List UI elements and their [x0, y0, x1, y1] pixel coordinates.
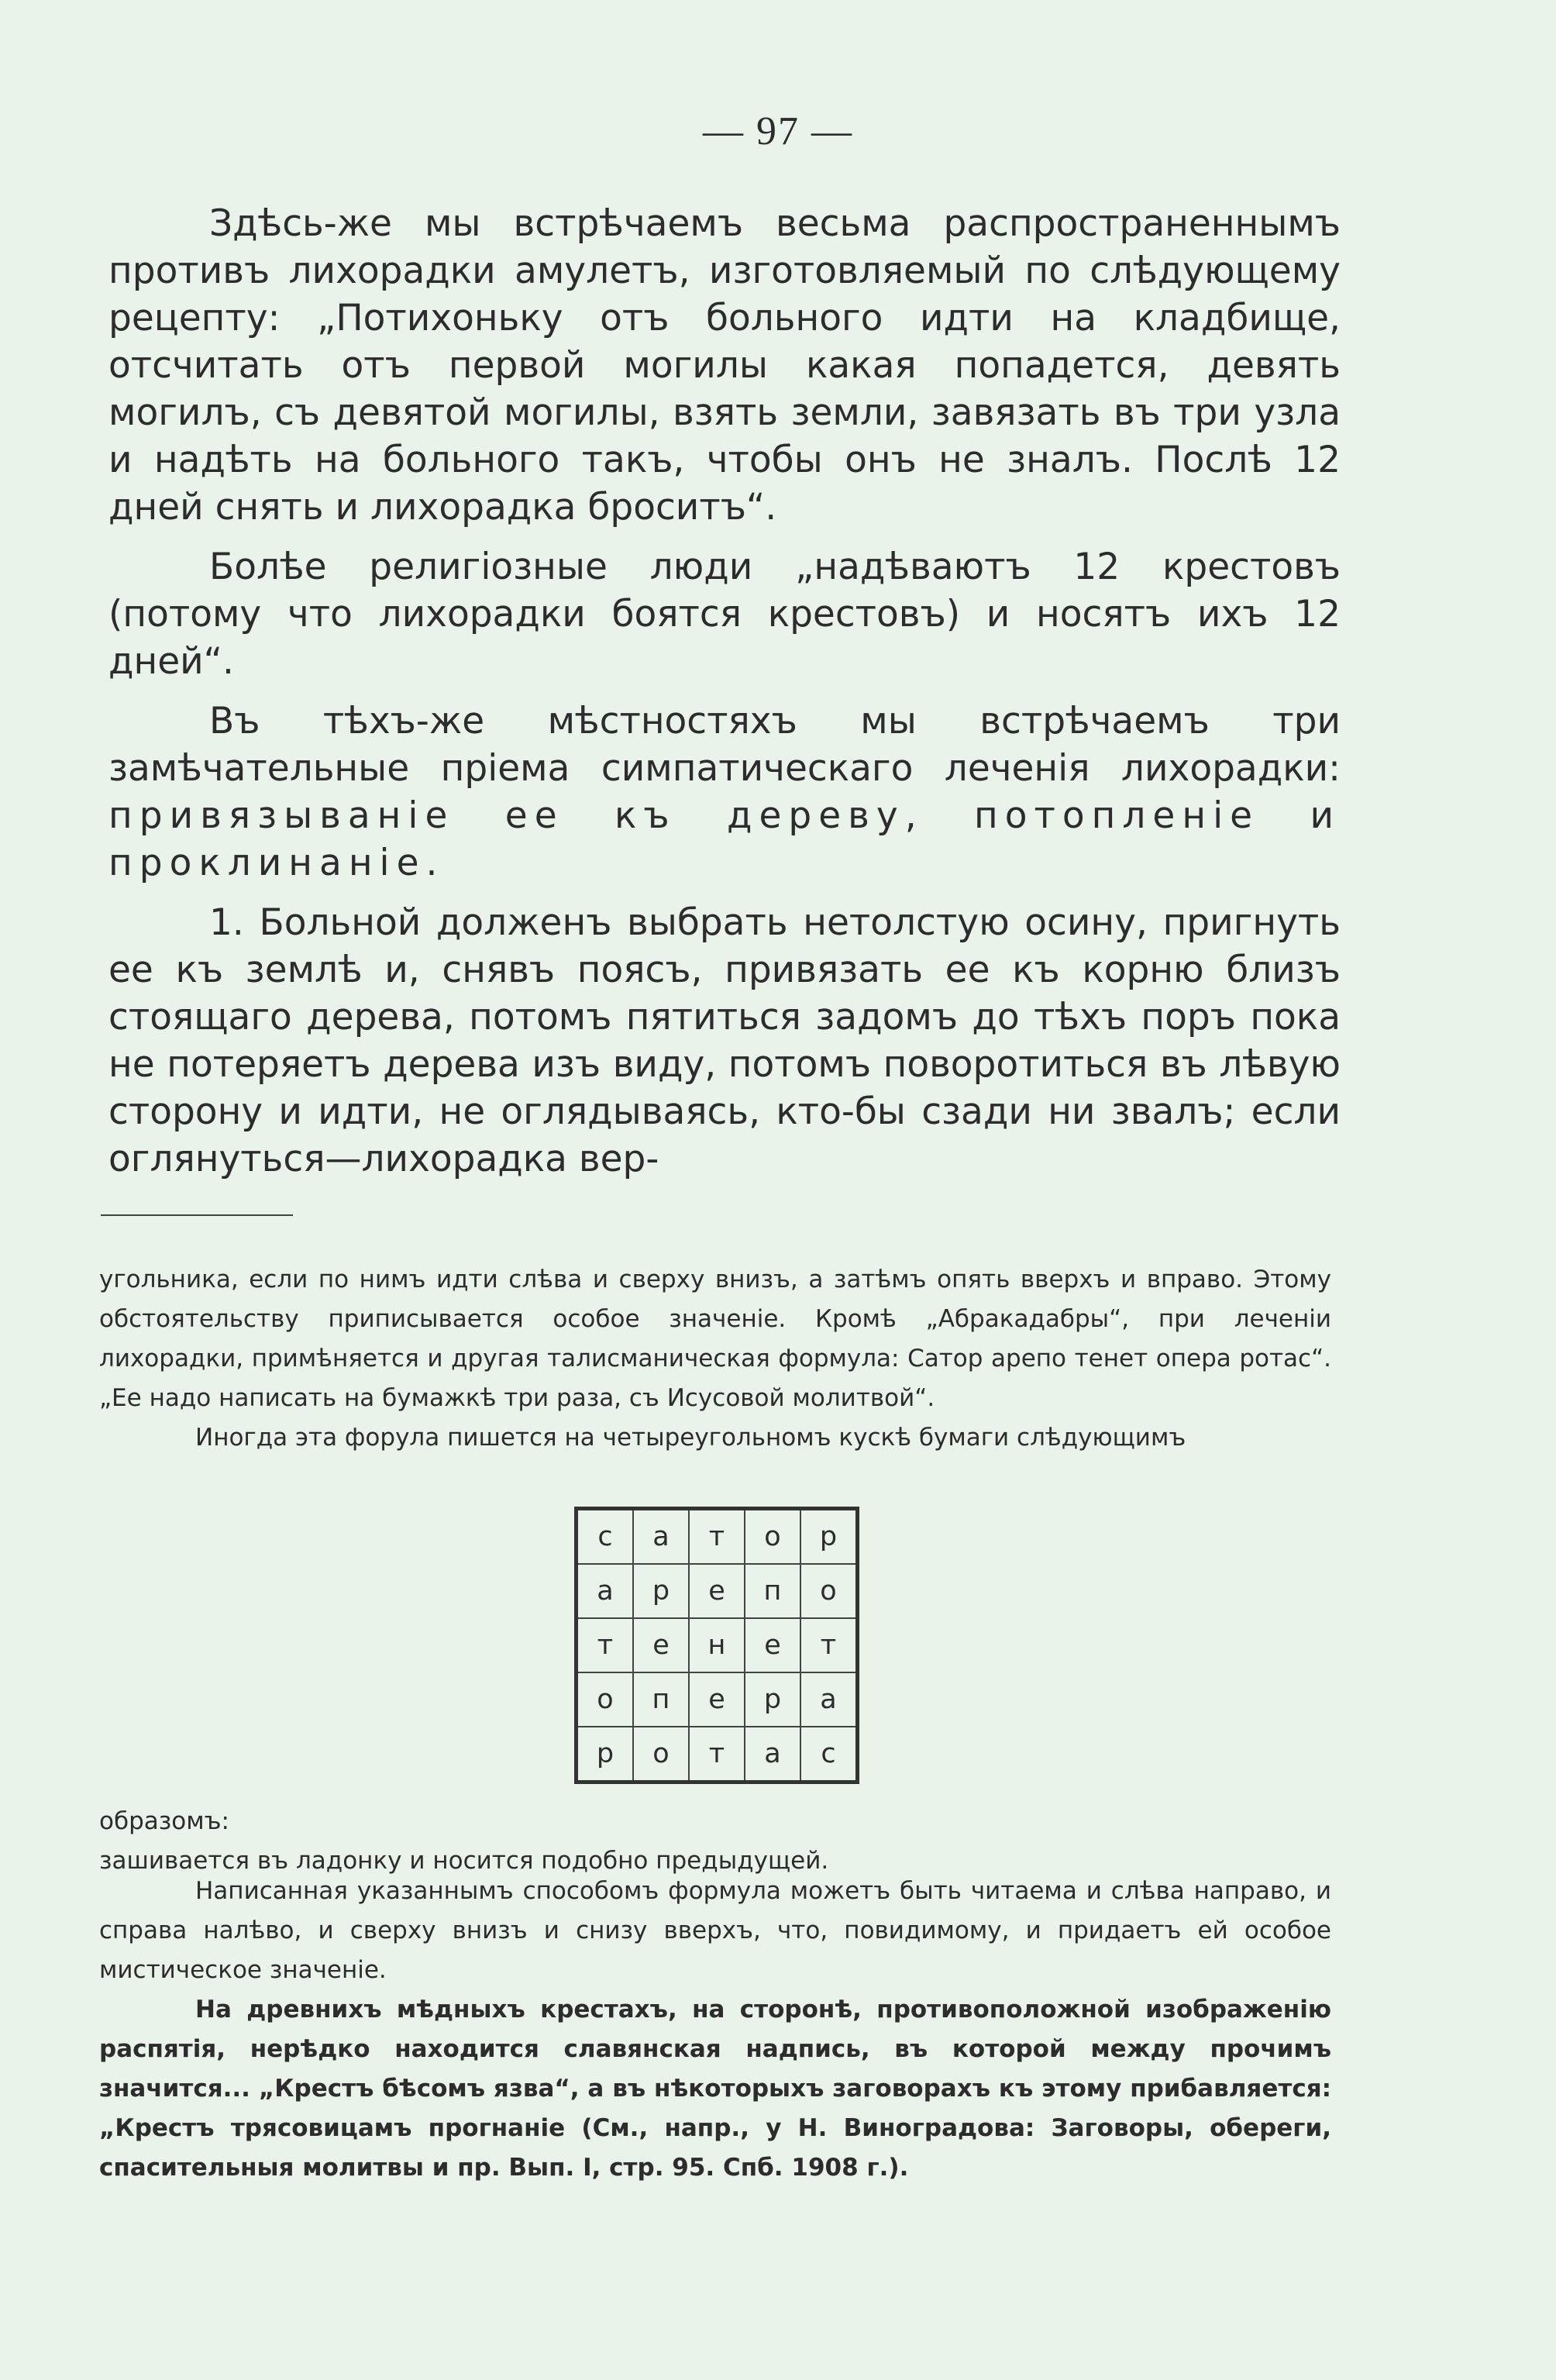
footnote-block-middle [99, 1802, 1331, 1881]
sator-cell: п [633, 1672, 689, 1727]
footnote-separator [101, 1214, 293, 1216]
paragraph-crosses: Болѣе религiозные люди „надѣваютъ 12 крестовъ (потому что лихорадки боятся крестовъ) и носятъ ихъ 12 дней“. [108, 546, 1341, 683]
paragraph-three-methods-spaced: привязыванiе ее къ дереву, потопленiе и проклинанiе. [108, 794, 1341, 884]
footnote-formula-intro: Иногда эта форула пишется на четыреугольномъ кускѣ бумаги слѣдующимъ [195, 1424, 1186, 1452]
sator-cell: а [633, 1509, 689, 1565]
paragraph-amulet: Здѣсь-же мы встрѣчаемъ весьма распространеннымъ противъ лихорадки амулетъ, изготовляемый по слѣдующему рецепту: „Потихоньку отъ больного идти на кладбище, отсчитать отъ первой могилы какая попадется, девять могилъ, съ девятой могилы, взять земли, завязать въ три узла и надѣть на больного такъ, чтобы онъ не зналъ. Послѣ 12 дней снять и лихорадка броситъ“. [108, 202, 1341, 529]
sator-square [574, 1507, 859, 1784]
sator-cell: а [745, 1727, 800, 1782]
sator-row [577, 1672, 858, 1727]
sator-cell: р [633, 1564, 689, 1618]
sator-row [577, 1727, 858, 1782]
sator-cell: а [577, 1564, 634, 1618]
sator-cell: о [800, 1564, 858, 1618]
paragraph-method-one: 1. Больной долженъ выбрать нетолстую осину, пригнуть ее къ землѣ и, снявъ поясъ, привязать ее къ корню близъ стоящаго дерева, потомъ пятиться задомъ до тѣхъ поръ пока не потеряетъ дерева изъ виду, потомъ поворотиться въ лѣвую сторону и идти, не оглядываясь, кто-бы сзади ни звалъ; если оглянуться—лихорадка вер- [108, 901, 1341, 1180]
sator-cell: а [800, 1672, 858, 1727]
sator-cell: т [577, 1618, 634, 1672]
sator-row [577, 1618, 858, 1672]
sator-cell: о [577, 1672, 634, 1727]
footnote-formula-carry: зашивается въ ладонку и носится подобно предыдущей. [99, 1847, 829, 1875]
footnote-palindrome: Написанная указаннымъ способомъ формула можетъ быть читаема и слѣва направо, и справа налѣво, и сверху внизъ и снизу вверхъ, что, повидимому, и придаетъ ей особое мистическое значенiе. [99, 1877, 1331, 1984]
sator-cell: р [745, 1672, 800, 1727]
sator-cell: о [745, 1509, 800, 1565]
footnote-copper-crosses: На древнихъ мѣдныхъ крестахъ, на сторонѣ, противоположной изображенiю распятiя, нерѣдко находится славянская надпись, въ которой между прочимъ значится... „Крестъ бѣсомъ язва“, а въ нѣкоторыхъ заговорахъ къ этому прибавляется: „Крестъ трясовицамъ прогнанiе (См., напр., у Н. Виноградова: Заговоры, обереги, спасительныя молитвы и пр. Вып. I, стр. 95. Спб. 1908 г.). [99, 1996, 1331, 2182]
footnote-block-top [99, 1260, 1331, 1458]
sator-cell: р [577, 1727, 634, 1782]
sator-cell: т [689, 1509, 745, 1565]
sator-cell: е [689, 1672, 745, 1727]
page-number: — 97 — [703, 109, 853, 153]
sator-cell: е [633, 1618, 689, 1672]
sator-row [577, 1509, 858, 1565]
sator-cell: т [689, 1727, 745, 1782]
footnote-formula-outro: образомъ: [99, 1807, 229, 1835]
sator-cell: с [577, 1509, 634, 1565]
sator-cell: с [800, 1727, 858, 1782]
footnote-block-palindrome [99, 1872, 1331, 1990]
sator-cell: р [800, 1509, 858, 1565]
paragraph-three-methods [108, 697, 1341, 887]
footnote-block-crosses [99, 1990, 1331, 2188]
sator-cell: е [745, 1618, 800, 1672]
paragraph-three-methods-intro: Въ тѣхъ-же мѣстностяхъ мы встрѣчаемъ три замѣчательные прiема симпатическаго леченiя лихорадки: [108, 700, 1341, 790]
sator-cell: т [800, 1618, 858, 1672]
sator-cell: п [745, 1564, 800, 1618]
footnote-abracadabra: угольника, если по нимъ идти слѣва и сверху внизъ, а затѣмъ опять вверхъ и вправо. Этому обстоятельству приписывается особое значенiе. Кромѣ „Абракадабры“, при леченiи лихорадки, примѣняется и другая талисманическая формула: Сатор арепо тенет опера ротас“. „Ее надо написать на бумажкѣ три раза, съ Исусовой молитвой“. [99, 1266, 1331, 1412]
sator-cell: н [689, 1618, 745, 1672]
sator-cell: е [689, 1564, 745, 1618]
sator-row [577, 1564, 858, 1618]
main-text [108, 200, 1341, 1183]
sator-cell: о [633, 1727, 689, 1782]
